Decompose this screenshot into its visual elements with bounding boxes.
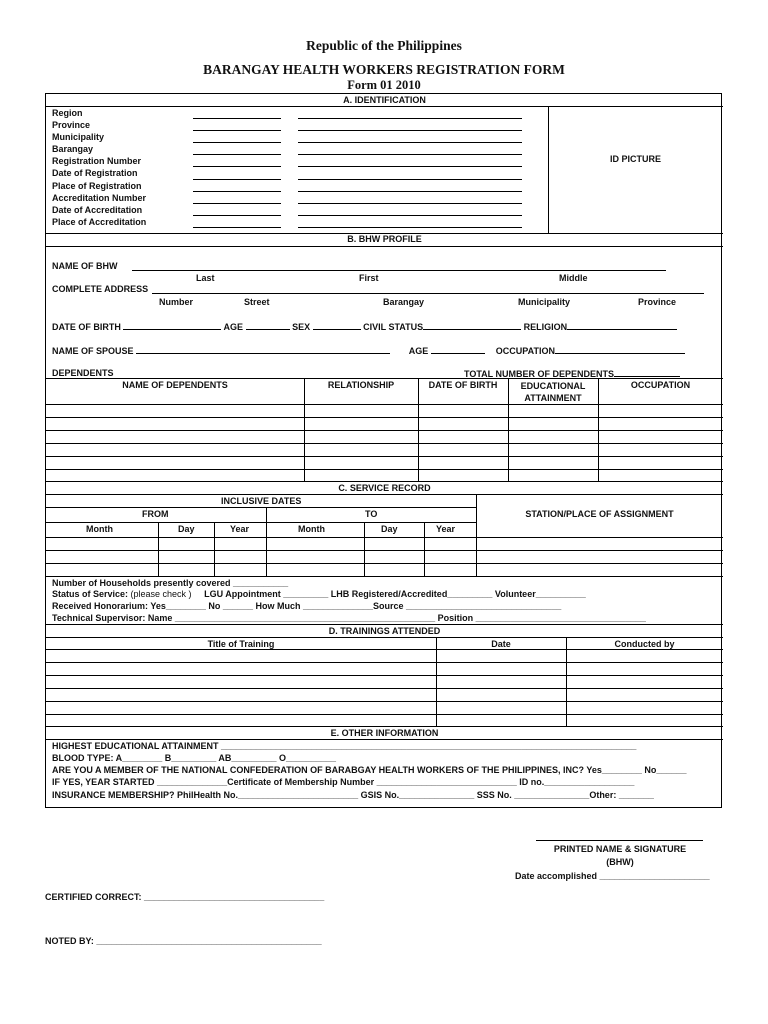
id-field-long-line[interactable] [298,166,522,167]
year-started-line[interactable]: IF YES, YEAR STARTED ______________Certificate of Membership Number ____________________________ ID no.__________________ [52,777,635,787]
religion-line[interactable] [567,321,677,330]
noted-by-line[interactable]: NOTED BY: _____________________________________________ [45,936,322,946]
identification-fields [52,107,146,228]
sex-label: SEX [292,322,311,332]
birth-row [52,321,677,333]
dependents-label: DEPENDENTS [52,368,114,378]
id-field-short-line[interactable] [193,191,281,192]
field-date-of-registration: Date of Registration [52,168,138,179]
id-field-long-line[interactable] [298,154,522,155]
id-field-long-line[interactable] [298,118,522,119]
section-identification: A. IDENTIFICATION [343,95,426,105]
province-label: Province [638,297,677,307]
col-training-date: Date [491,639,511,649]
station-label: STATION/PLACE OF ASSIGNMENT [525,509,674,519]
id-field-long-line[interactable] [298,203,522,204]
id-field-long-line[interactable] [298,227,522,228]
id-field-short-line[interactable] [193,227,281,228]
to-year-label: Year [436,524,456,534]
id-field-long-line[interactable] [298,191,522,192]
section-service-record: C. SERVICE RECORD [338,483,431,493]
spouse-age-label: AGE [408,346,429,356]
col-educational-attainment: EDUCATIONAL ATTAINMENT [520,381,586,403]
from-month-label: Month [86,524,113,534]
signature-line[interactable] [536,840,703,841]
please-check-note: (please check ) [130,589,192,599]
field-place-of-registration: Place of Registration [52,180,142,191]
age-label: AGE [223,322,244,332]
section-other-information: E. OTHER INFORMATION [330,728,439,738]
col-conducted-by: Conducted by [614,639,675,649]
from-year-label: Year [230,524,250,534]
status-options[interactable]: LGU Appointment _________ LHB Registered/Accredited_________ Volunteer__________ [204,589,586,599]
registration-form [45,93,722,808]
from-label: FROM [142,509,169,519]
number-label: Number [159,297,194,307]
spouse-label: NAME OF SPOUSE [52,346,134,356]
col-occupation: OCCUPATION [630,380,691,390]
date-of-birth-line[interactable] [123,321,221,330]
households-line[interactable]: Number of Households presently covered ___________ [52,578,289,588]
inclusive-dates-label: INCLUSIVE DATES [221,496,302,506]
field-barangay: Barangay [52,144,94,155]
id-field-short-line[interactable] [193,166,281,167]
civil-status-line[interactable] [423,321,521,330]
id-field-short-line[interactable] [193,179,281,180]
barangay-label: Barangay [383,297,425,307]
id-field-short-line[interactable] [193,118,281,119]
id-field-long-line[interactable] [298,215,522,216]
col-title-of-training: Title of Training [207,639,275,649]
membership-question-line[interactable]: ARE YOU A MEMBER OF THE NATIONAL CONFEDERATION OF BARABGAY HEALTH WORKERS OF THE PHILIPPINES, INC? Yes________ No______ [52,765,687,775]
spouse-row [52,345,685,357]
honorarium-line[interactable]: Received Honorarium: Yes________ No ______ How Much ______________Source _______________________________ [52,601,562,611]
middle-label: Middle [559,273,588,283]
col-name-of-dependents: NAME OF DEPENDENTS [122,380,228,390]
col-relationship: RELATIONSHIP [327,380,395,390]
from-day-label: Day [178,524,195,534]
field-municipality: Municipality [52,132,105,143]
section-trainings: D. TRAININGS ATTENDED [328,626,441,636]
insurance-line[interactable]: INSURANCE MEMBERSHIP? PhilHealth No.________________________ GSIS No._______________ SSS No. _______________Other: _______ [52,790,654,800]
blood-type-line[interactable]: BLOOD TYPE: A________ B_________ AB_________ O__________ [52,753,337,763]
name-of-bhw-label: NAME OF BHW [52,261,118,271]
occupation-label: OCCUPATION [495,346,555,356]
to-day-label: Day [381,524,398,534]
last-label: Last [196,273,215,283]
spouse-age-line[interactable] [431,345,485,354]
field-region: Region [52,108,83,118]
sex-line[interactable] [313,321,361,330]
field-province: Province [52,120,91,131]
certified-correct-line[interactable]: CERTIFIED CORRECT: ____________________________________ [45,892,325,902]
printed-name-signature-label: PRINTED NAME & SIGNATURE [553,844,687,854]
id-field-short-line[interactable] [193,154,281,155]
form-number: Form 01 2010 [347,78,421,92]
section-bhw-profile: B. BHW PROFILE [347,234,422,244]
id-field-long-line[interactable] [298,142,522,143]
first-label: First [359,273,379,283]
field-accreditation-number: Accreditation Number [52,192,147,203]
republic-heading: Republic of the Philippines [306,38,462,53]
status-label: Status of Service: [52,589,131,599]
form-title: BARANGAY HEALTH WORKERS REGISTRATION FORM [203,62,565,77]
field-date-of-accreditation: Date of Accreditation [52,204,143,215]
field-registration-number: Registration Number [52,156,142,167]
educational-attainment-line[interactable]: HIGHEST EDUCATIONAL ATTAINMENT ___________________________________________________________________________________ [52,741,637,751]
technical-supervisor-line[interactable]: Technical Supervisor: Name ____________________________________________________ Position __________________________________ [52,613,646,623]
id-field-short-line[interactable] [193,203,281,204]
name-of-bhw-line[interactable] [132,270,666,271]
bhw-label: (BHW) [606,857,634,867]
complete-address-label: COMPLETE ADDRESS [52,284,149,294]
religion-label: RELIGION [523,322,568,332]
id-field-long-line[interactable] [298,179,522,180]
municipality-label: Municipality [518,297,571,307]
id-field-short-line[interactable] [193,215,281,216]
total-dependents-line[interactable] [614,368,680,377]
complete-address-line[interactable] [152,293,704,294]
id-field-short-line[interactable] [193,142,281,143]
spouse-line[interactable] [136,345,390,354]
total-dependents-label: TOTAL NUMBER OF DEPENDENTS [464,369,615,379]
status-of-service-line[interactable] [52,589,586,600]
street-label: Street [244,297,270,307]
date-of-birth-label: DATE OF BIRTH [52,322,121,332]
to-month-label: Month [298,524,325,534]
age-line[interactable] [246,321,290,330]
civil-status-label: CIVIL STATUS [363,322,424,332]
field-place-of-accreditation: Place of Accreditation [52,216,147,227]
date-accomplished-line[interactable]: Date accomplished ______________________ [515,871,710,881]
id-field-long-line[interactable] [298,130,522,131]
col-date-of-birth: DATE OF BIRTH [428,380,498,390]
to-label: TO [365,509,378,519]
id-field-short-line[interactable] [193,130,281,131]
occupation-line[interactable] [555,345,685,354]
id-picture-box[interactable]: ID PICTURE [609,154,661,164]
